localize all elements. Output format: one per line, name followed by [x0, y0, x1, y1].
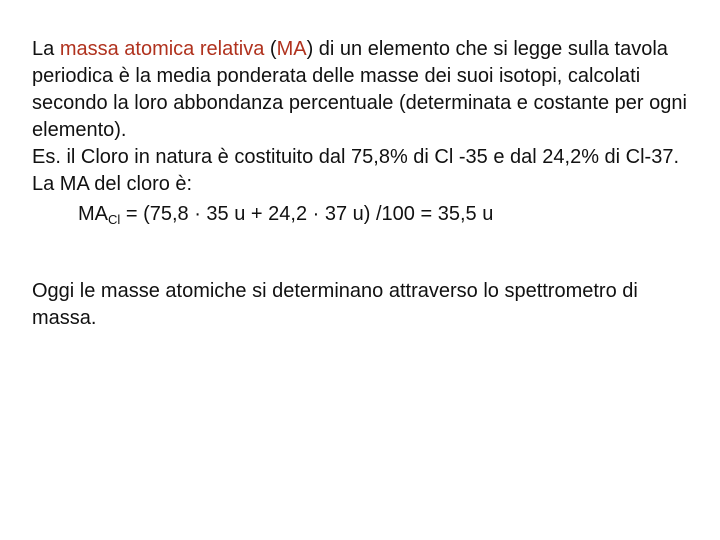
definition-intro: La — [32, 38, 60, 60]
example-paragraph: Es. il Cloro in natura è costituito dal 75,8% di Cl -35 e dal 24,2% di Cl-37. — [32, 146, 680, 168]
formula-subscript: Cl — [108, 212, 121, 227]
definition-term: massa atomica relativa — [59, 38, 265, 60]
definition-abbrev: MA — [276, 38, 307, 60]
definition-rest: ) di un elemento che si legge sulla tavola periodica è la media ponderata delle masse dei suoi isotopi, calcolati secondo la loro abbondanza percentuale (determinata e costante per ogni elemento). — [32, 38, 687, 141]
slide-content — [32, 36, 702, 332]
definition-paragraph — [32, 36, 702, 144]
chlorine-formula — [78, 201, 702, 228]
closing-paragraph: Oggi le masse atomiche si determinano attraverso lo spettrometro di massa. — [32, 280, 638, 329]
definition-open-paren: ( — [264, 38, 277, 60]
formula-symbol: MA — [78, 203, 108, 225]
example-lead: La MA del cloro è: — [32, 173, 193, 195]
formula-expression: = (75,8 · 35 u + 24,2 · 37 u) /100 = 35,5 u — [120, 203, 494, 225]
spacer — [32, 228, 702, 278]
